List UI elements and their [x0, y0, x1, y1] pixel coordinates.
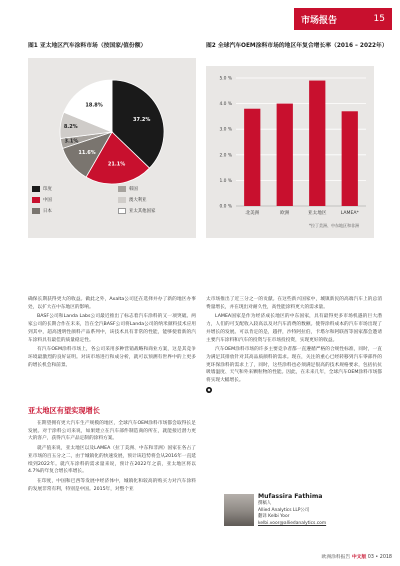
figure2-title: 图2 全球汽车OEM涂料市场的地区年复合增长率（2016 – 2022年） — [206, 43, 388, 49]
legend-item-china — [32, 197, 52, 203]
section-heading: 亚太地区有望实现增长 — [28, 406, 100, 415]
legend-swatch-australia — [118, 197, 126, 203]
pie-legend — [32, 186, 192, 220]
legend-label-korea: 韩国 — [129, 187, 138, 192]
paragraph: 在印度，中国和巴西等发展中经济体中，城镇化和较高的购买力对汽车涂料的发展非常有利，特别是中国。2015年，对整个亚 — [28, 478, 196, 492]
end-of-article-icon: ◆ — [207, 386, 211, 392]
legend-label-japan: 日本 — [43, 209, 52, 214]
paragraph: 有汽车OEM涂料市场上，各公司采用多种营销战略和商业方案，这是其竞争环境最激烈的良好证明。对该市场进行和成分析，就可以预测有世界中的上更多的增长机会和前景。 — [28, 347, 196, 368]
x-tick-label: LAMEA* — [340, 211, 359, 216]
legend-swatch-korea — [118, 186, 126, 192]
left-column-top — [28, 296, 196, 404]
legend-label-india: 印度 — [43, 187, 52, 192]
pie-slice-label: 18.8% — [85, 102, 103, 109]
left-column-bottom — [28, 420, 196, 552]
legend-item-korea — [118, 186, 138, 192]
section-title: 市场报告 — [301, 15, 338, 26]
legend-label-china: 中国 — [43, 198, 52, 203]
pie-slice-label: 37.2% — [132, 116, 151, 123]
footer-edition: 中文版 — [351, 555, 367, 560]
bar — [244, 109, 260, 206]
author-email-link[interactable]: kelbi.voor@alliedanalytics.com — [258, 520, 327, 526]
legend-swatch-india — [32, 186, 40, 192]
pie-slice-label: 11.6% — [78, 149, 96, 156]
legend-label-other-apac: 亚太其他国家 — [129, 209, 156, 214]
author-company: Allied Analytics LLP公司 — [258, 507, 310, 513]
author-photo — [224, 494, 254, 526]
y-tick-label: 4.0 % — [219, 102, 232, 108]
page-number: 15 — [373, 14, 385, 24]
y-tick-label: 1.0 % — [219, 178, 232, 184]
legend-label-australia: 澳大利亚 — [129, 198, 147, 203]
y-tick-label: 5.0 % — [219, 76, 232, 82]
author-name: Mufassira Fathima — [258, 493, 323, 500]
x-tick-label: 北美洲 — [245, 211, 260, 216]
legend-item-india — [32, 186, 52, 192]
bar-chart — [206, 66, 374, 238]
author-editor: 翻译 Kelbi Yoor — [258, 514, 290, 520]
paragraph: 太市场推出了近三分之一的贡献。在这些新兴国家中，城镇新民的高端汽车上的总消费量增长，并在现出对耐久性，高性能涂料更大的需求量。 — [206, 297, 382, 310]
paragraph: 在期望拥有更大汽车生产规模的地区，全球汽车OEM涂料市场都会取得长足发展。对于涂料公司来说，如果建立在汽车部件制造商的所在，就能接近潜力更大的客户，获得汽车产品定制的涂料方案。 — [28, 421, 196, 442]
legend-item-other-apac — [118, 208, 155, 214]
legend-swatch-china — [32, 197, 40, 203]
section-header — [294, 8, 392, 30]
x-tick-label: 亚太地区 — [308, 211, 327, 216]
author-role: 撰稿人 — [258, 501, 272, 506]
legend-swatch-japan — [32, 208, 40, 214]
bar-footnote: *拉丁美洲、中东地区和非洲 — [309, 223, 359, 228]
author-box — [258, 493, 326, 527]
pie-slices — [60, 80, 164, 184]
page-footer — [322, 553, 392, 560]
paragraph: LAMEA国家是作为经济成长地区的中东国家，具有最得更多市场机遇的巨大潜力，人们的可支配收入较高以及对汽车消费的数额。使得涂料成本的汽车市场出现了并增长的发展。可以肯定的是，越拌，沙特阿拉伯，卡塔尔和阿联酋等国家都会邀请主要汽车涂料和汽车的投资与在市场投投资，实现更好的收益。 — [206, 314, 382, 343]
paragraph: 确保长期获得更大的收益。做此之外，Axalta公司还在选择并办了新的地区办事处，以扩大在中东地区的影响。 — [28, 297, 196, 310]
pie-slice-label: 3.1% — [64, 138, 79, 145]
y-tick-label: 3.0 % — [219, 127, 232, 133]
right-column — [206, 296, 382, 476]
bar — [309, 81, 325, 206]
pie-slice-label: 21.1% — [107, 161, 126, 168]
paragraph: 就产值来说，亚太地区以及LAMEA（拉丁美洲、中东和非洲）国家在各占了亚市场的百五分之二，由于城镇化的快速发展，预计该趋势将会从2016年一直延续到2022年。就汽车涂料的需求量来说，预计在2022年之前，亚太地区将以4.7%的年复合增长率增长。 — [28, 446, 196, 475]
figure1-title: 图1 亚太地区汽车涂料市场（按国家/值份额） — [28, 43, 147, 49]
bar — [342, 111, 358, 206]
pie-slice-label: 8.2% — [63, 124, 78, 131]
footer-journal: 欧洲涂料报告 — [321, 555, 351, 560]
footer-issue: 03 • 2018 — [367, 555, 392, 560]
legend-swatch-other-apac — [118, 208, 126, 214]
legend-item-japan — [32, 208, 52, 214]
bar — [277, 104, 293, 206]
y-tick-label: 0.0 % — [219, 204, 232, 210]
x-tick-label: 欧洲 — [280, 211, 290, 216]
y-tick-label: 2.0 % — [219, 153, 232, 159]
paragraph: 汽车OEM涂料市场的许多主要竞争者都一直遵循严格的合规性标准，同时，一直为满足其排放针对其高品质颜料的需求。现在，关注的重心已经转移到汽车零部件的更环保涂料的需求上了，同时，这些涂料也必须满足很高的技术规格要求，包括抗抗吸墙温度、天气和外来颗粒物的性能。因此，在未来几年，全球汽车OEM涂料市场都将实现大幅增长。 — [206, 347, 382, 384]
paragraph: BASF公司和Landa Labs公司最近推出了标志着汽车涂料的又一项突破。两家公司的长期合作在未来，旨在全汽BASF公司将Landa公司的纳米颜料技术应用到其中，超高透明性颜料产品系列中，该技术具有非常的性能，能够使着新的汽车涂料具有最佳的质量稳定性。 — [28, 314, 196, 343]
legend-item-australia — [118, 197, 147, 203]
